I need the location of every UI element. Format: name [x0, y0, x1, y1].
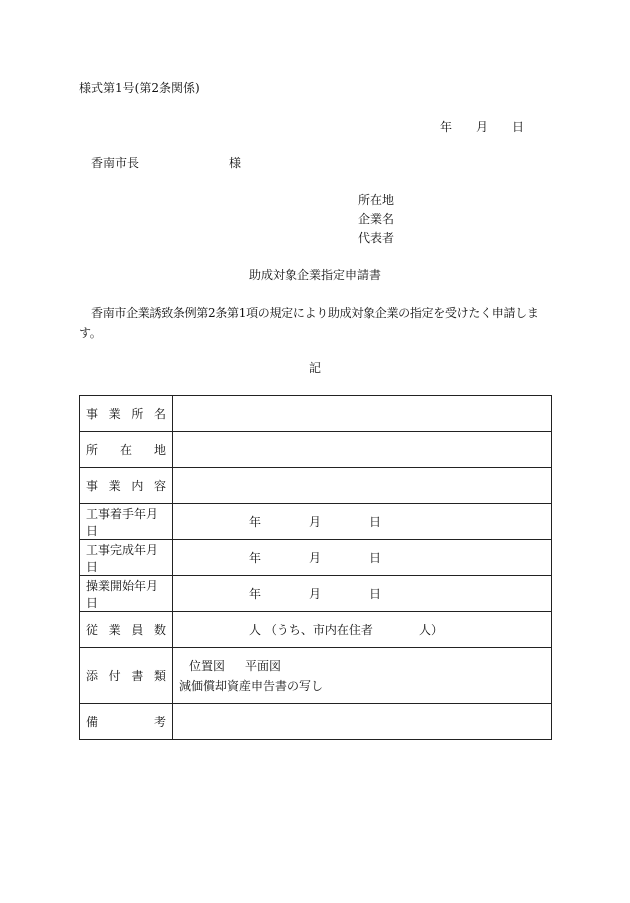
employees-value[interactable] — [173, 612, 552, 648]
operation-start-label: 操業開始年月日 — [80, 576, 173, 612]
table-row — [80, 396, 552, 432]
table-row — [80, 612, 552, 648]
representative-label: 代表者 — [358, 231, 395, 245]
addressee: 香南市長 — [91, 156, 140, 170]
construction-complete-value[interactable]: 年 月 日 — [173, 540, 552, 576]
attachment-item: 位置図 — [189, 658, 226, 673]
document-title: 助成対象企業指定申請書 — [248, 268, 381, 282]
attachment-item: 減価償却資産申告書の写し — [179, 678, 324, 693]
table-row — [80, 432, 552, 468]
remarks-value[interactable] — [173, 704, 552, 740]
application-table — [79, 395, 552, 740]
business-name-label: 事 業 所 名 — [80, 396, 173, 432]
location-row-label: 所 在 地 — [80, 432, 173, 468]
honorific: 様 — [229, 156, 242, 170]
attachments-value[interactable] — [173, 648, 552, 704]
construction-complete-label: 工事完成年月日 — [80, 540, 173, 576]
business-content-label: 事 業 内 容 — [80, 468, 173, 504]
construction-start-value[interactable]: 年 月 日 — [173, 504, 552, 540]
location-label: 所在地 — [358, 193, 395, 207]
location-value[interactable] — [173, 432, 552, 468]
table-row — [80, 704, 552, 740]
table-row — [80, 576, 552, 612]
company-label: 企業名 — [358, 212, 395, 226]
remarks-label: 備 考 — [80, 704, 173, 740]
date-month: 月 — [476, 120, 489, 134]
employees-unit: 人） — [419, 623, 444, 637]
ki-heading: 記 — [308, 361, 321, 375]
form-number: 様式第1号(第2条関係) — [79, 81, 200, 95]
operation-start-value[interactable]: 年 月 日 — [173, 576, 552, 612]
business-content-value[interactable] — [173, 468, 552, 504]
table-row — [80, 648, 552, 704]
table-row — [80, 540, 552, 576]
date-year: 年 — [440, 120, 453, 134]
body-text: 香南市企業誘致条例第2条第1項の規定により助成対象企業の指定を受けたく申請します。 — [79, 306, 539, 340]
date-header — [440, 119, 524, 135]
table-row — [80, 504, 552, 540]
attachment-list-line1 — [179, 656, 545, 676]
table-row — [80, 468, 552, 504]
business-name-value[interactable] — [173, 396, 552, 432]
employees-label: 従 業 員 数 — [80, 612, 173, 648]
employees-text: 人 （うち、市内在住者 — [249, 623, 373, 637]
applicant-block — [358, 192, 394, 249]
construction-start-label: 工事着手年月日 — [80, 504, 173, 540]
date-day: 日 — [512, 120, 525, 134]
attachments-label: 添 付 書 類 — [80, 648, 173, 704]
attachment-item: 平面図 — [245, 658, 282, 673]
